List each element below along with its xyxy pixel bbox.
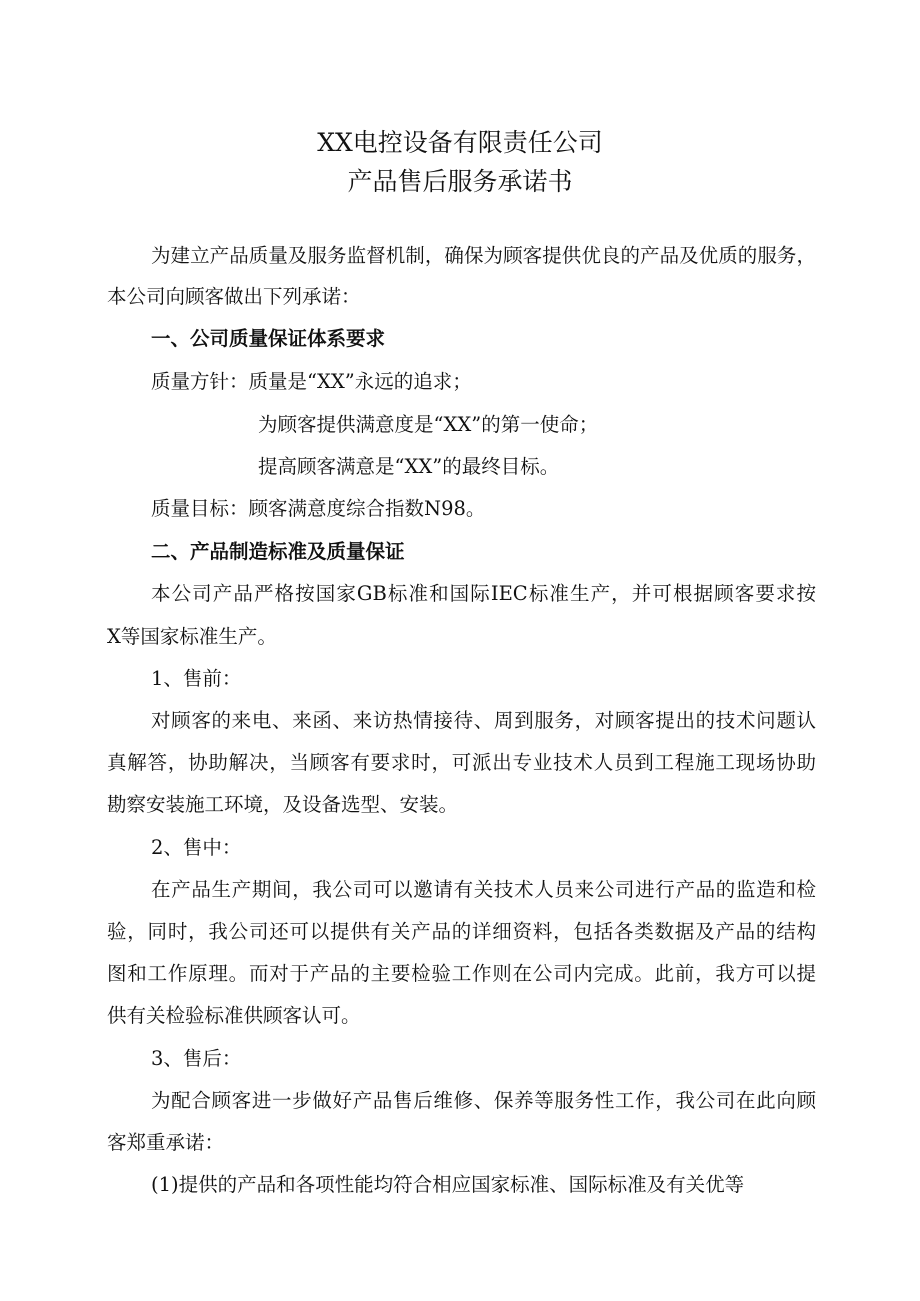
quality-policy-line-3: 提高顾客满意是“XX”的最终目标。 bbox=[258, 455, 560, 478]
pre-sale-heading: 1、售前： bbox=[151, 667, 242, 690]
pre-sale-line-1: 对顾客的来电、来函、来访热情接待、周到服务，对顾客提出的技术问题认 bbox=[151, 709, 816, 732]
pre-sale-line-2: 真解答，协助解决，当顾客有要求时，可派出专业技术人员到工程施工现场协助 bbox=[107, 751, 816, 774]
pre-sale-line-3: 勘察安装施工环境，及设备选型、安装。 bbox=[107, 793, 459, 816]
standard-line-1: 本公司产品严格按国家GB标准和国际IEC标准生产，并可根据顾客要求按 bbox=[151, 582, 816, 605]
section-heading-manufacturing-standard: 二、产品制造标准及质量保证 bbox=[151, 540, 405, 563]
quality-target-line: 质量目标：顾客满意度综合指数N98。 bbox=[151, 497, 486, 520]
after-sale-line-2: 客郑重承诺： bbox=[107, 1131, 225, 1154]
in-sale-line-2: 验，同时，我公司还可以提供有关产品的详细资料，包括各类数据及产品的结构 bbox=[107, 920, 816, 943]
document-title-commitment: 产品售后服务承诺书 bbox=[347, 167, 573, 196]
after-sale-heading: 3、售后： bbox=[151, 1047, 242, 1070]
after-sale-line-1: 为配合顾客进一步做好产品售后维修、保养等服务性工作，我公司在此向顾 bbox=[151, 1089, 816, 1112]
section-heading-quality-system: 一、公司质量保证体系要求 bbox=[151, 327, 386, 350]
quality-policy-line-2: 为顾客提供满意度是“XX”的第一使命； bbox=[258, 413, 599, 436]
after-sale-commitment-1: (1)提供的产品和各项性能均符合相应国家标准、国际标准及有关优等 bbox=[151, 1173, 745, 1196]
in-sale-line-4: 供有关检验标准供顾客认可。 bbox=[107, 1004, 361, 1027]
in-sale-line-1: 在产品生产期间，我公司可以邀请有关技术人员来公司进行产品的监造和检 bbox=[151, 878, 816, 901]
body-line-2: 本公司向顾客做出下列承诺： bbox=[107, 285, 361, 308]
body-line-1: 为建立产品质量及服务监督机制，确保为顾客提供优良的产品及优质的服务， bbox=[151, 244, 816, 267]
document-title-company: XX电控设备有限责任公司 bbox=[317, 128, 603, 157]
in-sale-heading: 2、售中： bbox=[151, 836, 242, 859]
quality-policy-line-1: 质量方针：质量是“XX”永远的追求； bbox=[151, 370, 472, 393]
in-sale-line-3: 图和工作原理。而对于产品的主要检验工作则在公司内完成。此前，我方可以提 bbox=[107, 962, 816, 985]
standard-line-2: X等国家标准生产。 bbox=[107, 625, 277, 648]
